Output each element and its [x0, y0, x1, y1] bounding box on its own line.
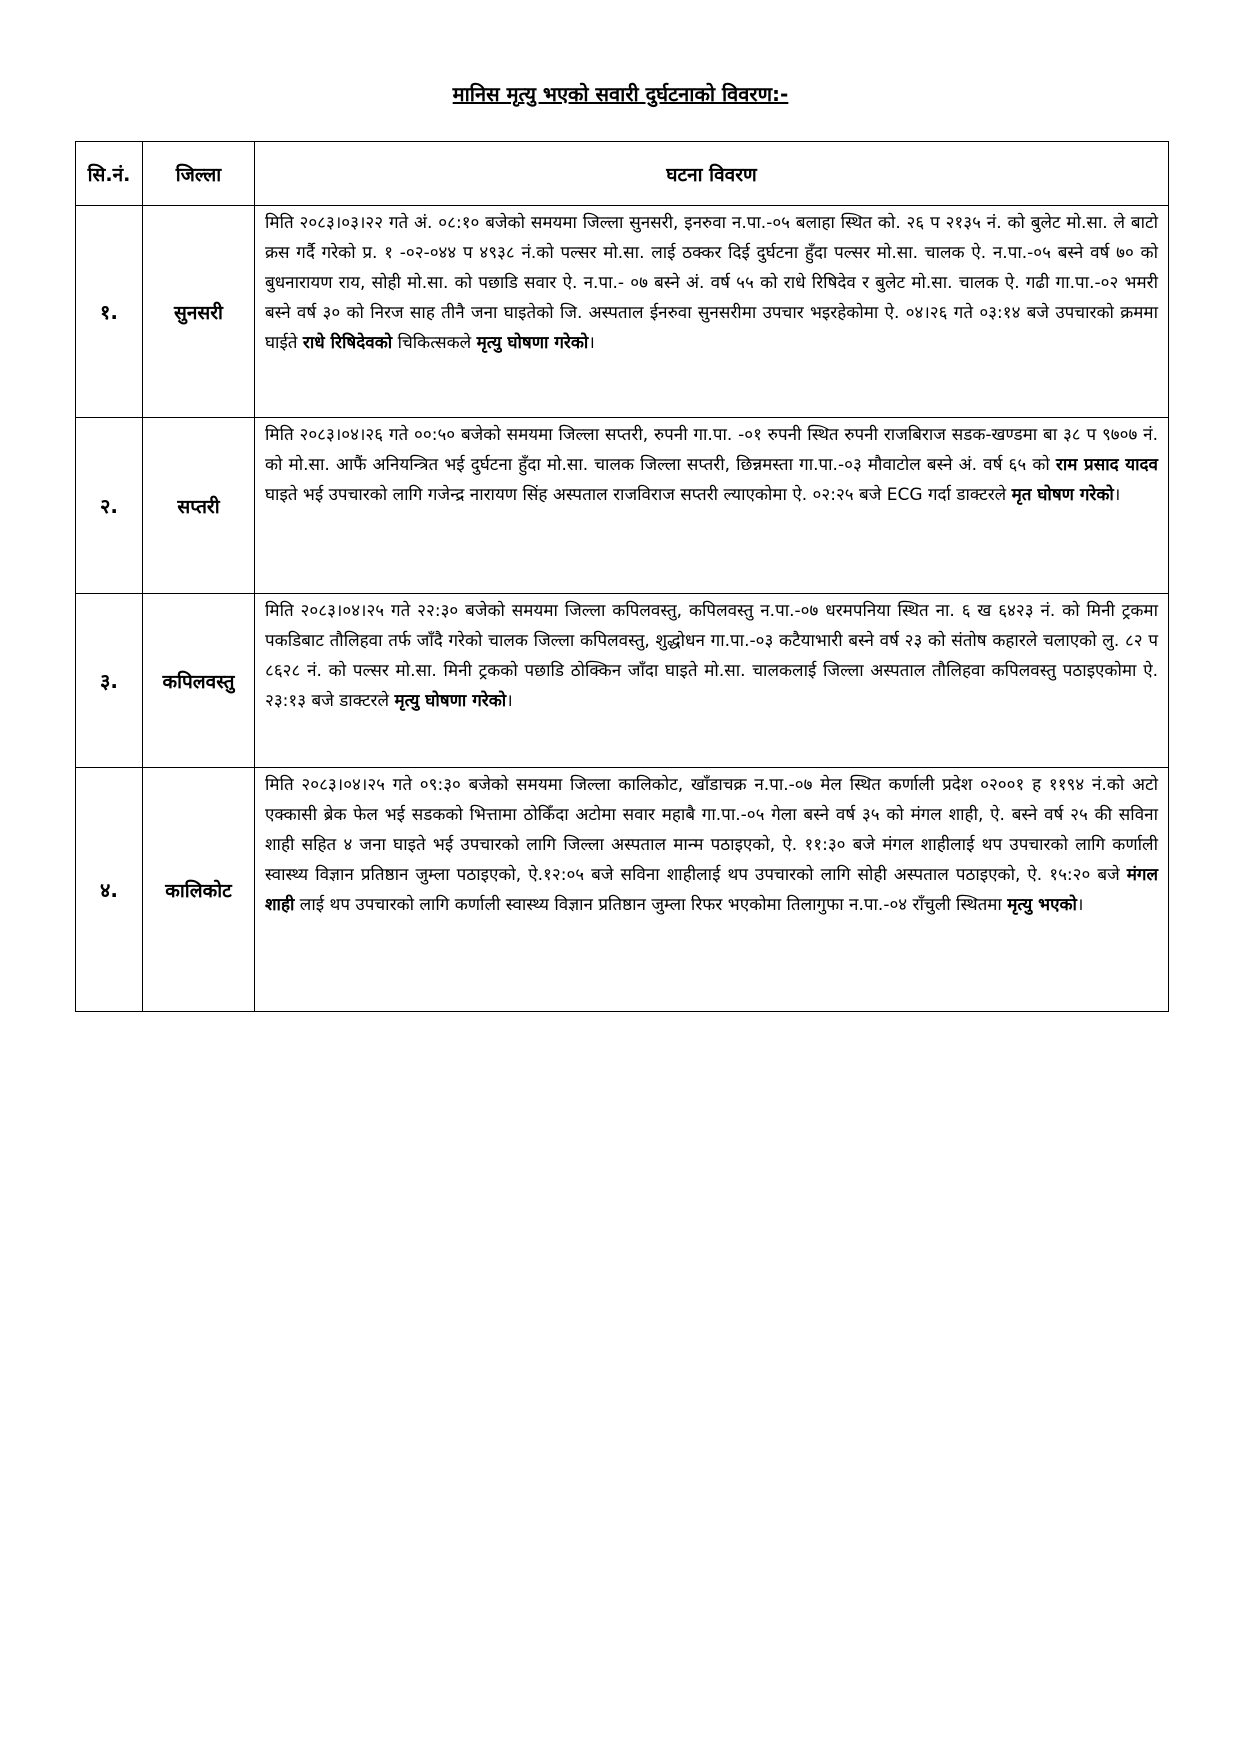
- table-row: [76, 206, 1169, 418]
- description-text: ।: [506, 691, 513, 711]
- description-bold: मंगल शाही: [265, 865, 1158, 915]
- description-bold: राम प्रसाद यादव: [1055, 455, 1158, 475]
- description-bold: मृत्यु घोषणा गरेको: [476, 333, 589, 353]
- description-text: मिति २०८३।०४।२५ गते ०९:३० बजेको समयमा जिल्ला कालिकोट, खाँडाचक्र न.पा.-०७ मेल स्थित कर्णाली प्रदेश ०२००१ ह ११९४ नं.को अटो एक्कासी ब्रेक फेल भई सडकको भित्तामा ठोकिँदा अटोमा सवार महाबै गा.पा.-०५ गेला बस्ने वर्ष ३५ को मंगल शाही, ऐ. बस्ने वर्ष २५ की सविना शाही सहित ४ जना घाइते भई उपचारको लागि जिल्ला अस्पताल मान्म पठाइएको, ऐ. ११:३० बजे मंगल शाहीलाई थप उपचारको लागि कर्णाली स्वास्थ्य विज्ञान प्रतिष्ठान जुम्ला पठाइएको, ऐ.१२:०५ बजे सविना शाहीलाई थप उपचारको लागि सोही अस्पताल पठाइएको, ऐ. १५:२० बजे: [265, 775, 1158, 885]
- row-district: कपिलवस्तु: [143, 594, 255, 768]
- description-text: घाइते भई उपचारको लागि गजेन्द्र नारायण सिंह अस्पताल राजविराज सप्तरी ल्याएकोमा ऐ. ०२:२५ बजे ECG गर्दा डाक्टरले: [265, 485, 1012, 505]
- table-row: [76, 594, 1169, 768]
- row-description: [255, 206, 1169, 418]
- header-description: घटना विवरण: [255, 142, 1169, 206]
- row-district: कालिकोट: [143, 768, 255, 1012]
- header-serial: सि.नं.: [76, 142, 143, 206]
- row-serial: १.: [76, 206, 143, 418]
- accident-table: [75, 141, 1169, 1012]
- table-header-row: [76, 142, 1169, 206]
- page-title: मानिस मृत्यु भएको सवारी दुर्घटनाको विवरण:-: [452, 82, 789, 106]
- description-text: मिति २०८३।०३।२२ गते अं. ०८:१० बजेको समयमा जिल्ला सुनसरी, इनरुवा न.पा.-०५ बलाहा स्थित को. २६ प २१३५ नं. को बुलेट मो.सा. ले बाटो क्रस गर्दै गरेको प्र. १ -०२-०४४ प ४९३८ नं.को पल्सर मो.सा. लाई ठक्कर दिई दुर्घटना हुँदा पल्सर मो.सा. चालक ऐ. न.पा.-०५ बस्ने वर्ष ७० को बुधनारायण राय, सोही मो.सा. को पछाडि सवार ऐ. न.पा.- ०७ बस्ने अं. वर्ष ५५ को राधे रिषिदेव र बुलेट मो.सा. चालक ऐ. गढी गा.पा.-०२ भमरी बस्ने वर्ष ३० को निरज साह तीनै जना घाइतेको जि. अस्पताल ईनरुवा सुनसरीमा उपचार भइरहेकोमा ऐ. ०४।२६ गते ०३:१४ बजे उपचारको क्रममा घाईते: [265, 213, 1158, 353]
- description-text: ।: [588, 333, 595, 353]
- description-text: मिति २०८३।०४।२६ गते ००:५० बजेको समयमा जिल्ला सप्तरी, रुपनी गा.पा. -०१ रुपनी स्थित रुपनी राजबिराज सडक-खण्डमा बा ३८ प ९७०७ नं. को मो.सा. आफैं अनियन्त्रित भई दुर्घटना हुँदा मो.सा. चालक जिल्ला सप्तरी, छिन्नमस्ता गा.पा.-०३ मौवाटोल बस्ने अं. वर्ष ६५ को: [265, 425, 1158, 475]
- description-bold: राधे रिषिदेवको: [302, 333, 393, 353]
- description-bold: मृत घोषण गरेको: [1011, 485, 1114, 505]
- table-row: [76, 418, 1169, 594]
- row-serial: २.: [76, 418, 143, 594]
- row-description: [255, 418, 1169, 594]
- row-description: [255, 768, 1169, 1012]
- row-serial: ३.: [76, 594, 143, 768]
- description-text: ।: [1076, 895, 1084, 915]
- header-district: जिल्ला: [143, 142, 255, 206]
- description-text: लाई थप उपचारको लागि कर्णाली स्वास्थ्य विज्ञान प्रतिष्ठान जुम्ला रिफर भएकोमा तिलागुफा न.पा.-०४ राँचुली स्थितमा: [294, 895, 1008, 915]
- description-text: मिति २०८३।०४।२५ गते २२:३० बजेको समयमा जिल्ला कपिलवस्तु, कपिलवस्तु न.पा.-०७ धरमपनिया स्थित ना. ६ ख ६४२३ नं. को मिनी ट्रकमा पकडिबाट तौलिहवा तर्फ जाँदै गरेको चालक जिल्ला कपिलवस्तु, शुद्धोधन गा.पा.-०३ कटैयाभारी बस्ने वर्ष २३ को संतोष कहारले चलाएको लु. ८२ प ८६२८ नं. को पल्सर मो.सा. मिनी ट्रकको पछाडि ठोक्किन जाँदा घाइते मो.सा. चालकलाई जिल्ला अस्पताल तौलिहवा कपिलवस्तु पठाइएकोमा ऐ. २३:१३ बजे डाक्टरले: [265, 601, 1158, 711]
- description-bold: मृत्यु घोषणा गरेको: [394, 691, 507, 711]
- row-description: [255, 594, 1169, 768]
- row-district: सुनसरी: [143, 206, 255, 418]
- row-district: सप्तरी: [143, 418, 255, 594]
- row-serial: ४.: [76, 768, 143, 1012]
- description-text: चिकित्सकले: [392, 333, 477, 353]
- description-text: ।: [1113, 485, 1121, 505]
- description-bold: मृत्यु भएको: [1007, 895, 1077, 915]
- table-row: [76, 768, 1169, 1012]
